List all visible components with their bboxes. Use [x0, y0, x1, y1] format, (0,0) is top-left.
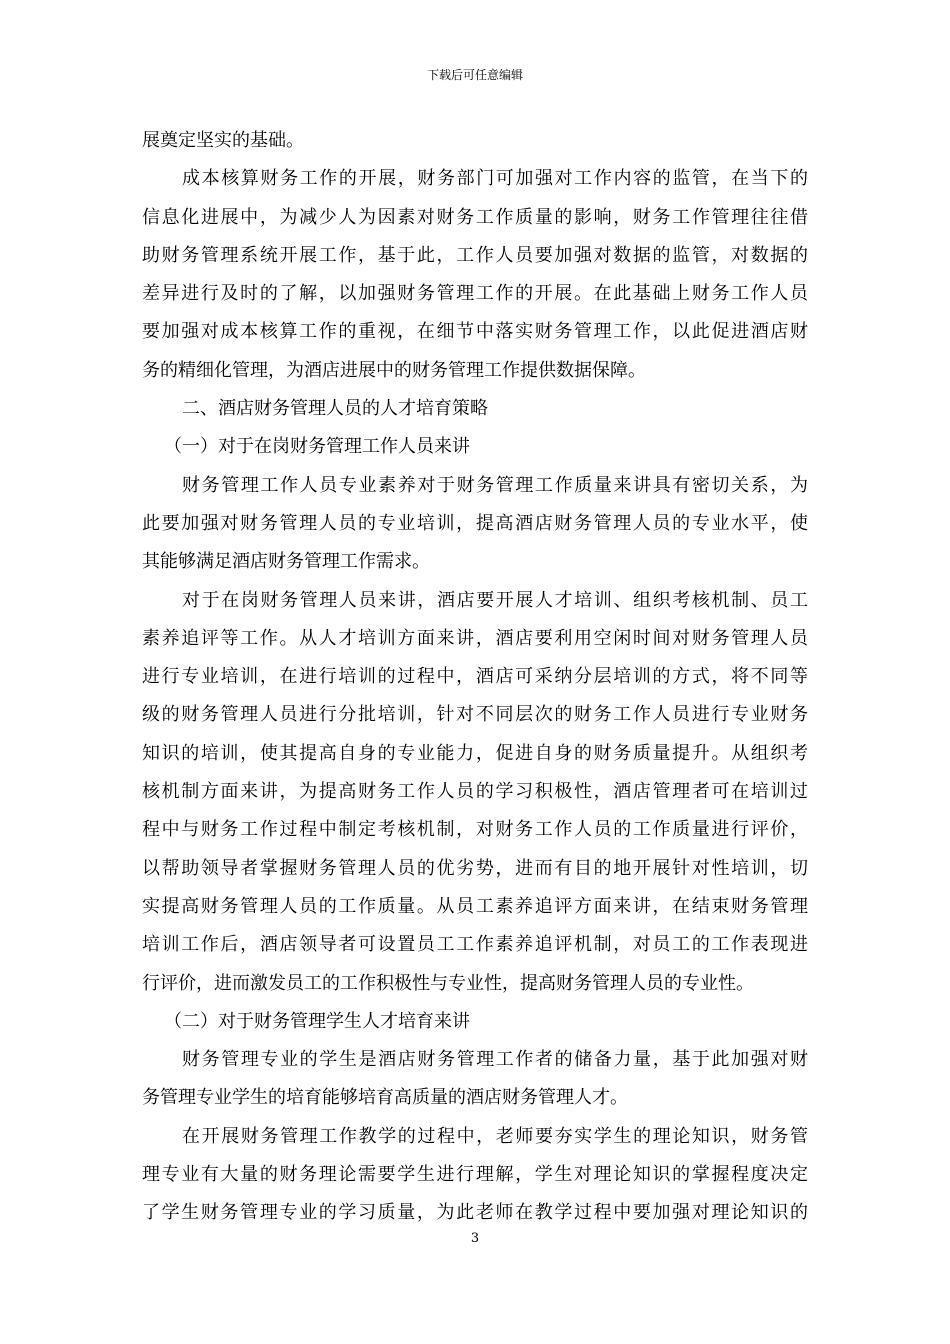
paragraph-start: 财务管理工作人员专业素养对于财务管理工作质量来讲具有密切关系，为: [182, 474, 808, 496]
document-body: [142, 122, 808, 1233]
text-line: 务管理专业学生的培育能够培育高质量的酒店财务管理人才。: [142, 1087, 628, 1109]
subsection-heading: （二）对于财务管理学生人才培育来讲: [164, 1010, 470, 1032]
text-line: 务的精细化管理，为酒店进展中的财务管理工作提供数据保障。: [142, 359, 646, 381]
text-line: 培训工作后，酒店领导者可设置员工工作素养追评机制，对员工的工作表现进: [142, 934, 808, 956]
text-line: 实提高财务管理人员的工作质量。从员工素养追评方面来讲，在结束财务管理: [142, 895, 808, 917]
text-line: 级的财务管理人员进行分批培训，针对不同层次的财务工作人员进行专业财务: [142, 704, 808, 726]
page-number: 3: [470, 1231, 480, 1246]
section-heading: 二、酒店财务管理人员的人才培育策略: [182, 398, 488, 420]
text-line: 要加强对成本核算工作的重视，在细节中落实财务管理工作，以此促进酒店财: [142, 321, 808, 343]
subsection-heading: （一）对于在岗财务管理工作人员来讲: [164, 436, 470, 458]
text-line: 理专业有大量的财务理论需要学生进行理解，学生对理论知识的掌握程度决定: [142, 1164, 808, 1186]
text-line: 知识的培训，使其提高自身的专业能力，促进自身的财务质量提升。从组织考: [142, 742, 808, 764]
text-line: 以帮助领导者掌握财务管理人员的优劣势，进而有目的地开展针对性培训，切: [142, 857, 808, 879]
text-line: 进行专业培训，在进行培训的过程中，酒店可采纳分层培训的方式，将不同等: [142, 666, 808, 688]
paragraph-start: 在开展财务管理工作教学的过程中，老师要夯实学生的理论知识，财务管: [182, 1125, 808, 1147]
paragraph-start: 成本核算财务工作的开展，财务部门可加强对工作内容的监管，在当下的: [182, 168, 808, 190]
text-line: 核机制方面来讲，为提高财务工作人员的学习积极性，酒店管理者可在培训过: [142, 781, 808, 803]
paragraph-start: 对于在岗财务管理人员来讲，酒店要开展人才培训、组织考核机制、员工: [182, 589, 808, 611]
text-line: 行评价，进而激发员工的工作积极性与专业性，提高财务管理人员的专业性。: [142, 972, 754, 994]
text-line: 展奠定坚实的基础。: [142, 130, 304, 151]
text-line: 其能够满足酒店财务管理工作需求。: [142, 551, 430, 573]
text-line: 程中与财务工作过程中制定考核机制，对财务工作人员的工作质量进行评价，: [142, 819, 808, 841]
text-line: 此要加强对财务管理人员的专业培训，提高酒店财务管理人员的专业水平，使: [142, 512, 808, 534]
text-line: 差异进行及时的了解，以加强财务管理工作的开展。在此基础上财务工作人员: [142, 283, 808, 305]
paragraph-start: 财务管理专业的学生是酒店财务管理工作者的储备力量，基于此加强对财: [182, 1049, 808, 1071]
text-line: 助财务管理系统开展工作，基于此，工作人员要加强对数据的监管，对数据的: [142, 244, 808, 266]
text-line: 信息化进展中，为减少人为因素对财务工作质量的影响，财务工作管理往往借: [142, 206, 808, 228]
page-header: 下载后可任意编辑: [426, 68, 523, 82]
text-line: 了学生财务管理专业的学习质量，为此老师在教学过程中要加强对理论知识的: [142, 1202, 808, 1224]
text-line: 素养追评等工作。从人才培训方面来讲，酒店要利用空闲时间对财务管理人员: [142, 627, 808, 649]
